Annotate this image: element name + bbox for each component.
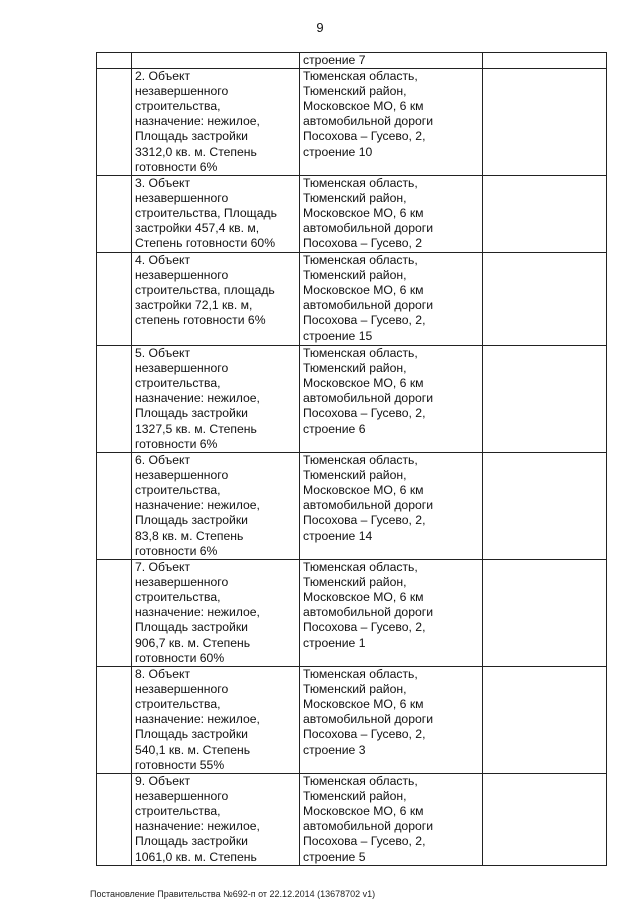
table-row (97, 774, 607, 866)
table-row (97, 53, 607, 69)
notes-cell (483, 346, 607, 453)
object-cell: 6. Объект незавершенного строительства, назначение: нежилое, Площадь застройки 83,8 кв. м. Степень готовности 6% (132, 453, 300, 560)
row-number-cell (97, 346, 132, 453)
address-cell: Тюменская область, Тюменский район, Московское МО, 6 км автомобильной дороги Посохова – Гусево, 2, строение 3 (300, 667, 483, 774)
object-cell (132, 53, 300, 69)
notes-cell (483, 774, 607, 866)
row-number-cell (97, 667, 132, 774)
notes-cell (483, 667, 607, 774)
table-row (97, 560, 607, 667)
object-cell: 2. Объект незавершенного строительства, назначение: нежилое, Площадь застройки 3312,0 кв. м. Степень готовности 6% (132, 69, 300, 176)
row-number-cell (97, 774, 132, 866)
page-number: 9 (316, 20, 324, 35)
table-row (97, 453, 607, 560)
notes-cell (483, 53, 607, 69)
address-cell: Тюменская область, Тюменский район, Московское МО, 6 км автомобильной дороги Посохова – Гусево, 2, строение 14 (300, 453, 483, 560)
address-cell: Тюменская область, Тюменский район, Московское МО, 6 км автомобильной дороги Посохова – Гусево, 2, строение 6 (300, 346, 483, 453)
row-number-cell (97, 53, 132, 69)
address-cell: строение 7 (300, 53, 483, 69)
table-row (97, 346, 607, 453)
address-cell: Тюменская область, Тюменский район, Московское МО, 6 км автомобильной дороги Посохова – Гусево, 2, строение 1 (300, 560, 483, 667)
row-number-cell (97, 176, 132, 253)
object-cell: 8. Объект незавершенного строительства, назначение: нежилое, Площадь застройки 540,1 кв. м. Степень готовности 55% (132, 667, 300, 774)
notes-cell (483, 560, 607, 667)
address-cell: Тюменская область, Тюменский район, Московское МО, 6 км автомобильной дороги Посохова – Гусево, 2, строение 5 (300, 774, 483, 866)
object-cell: 5. Объект незавершенного строительства, назначение: нежилое, Площадь застройки 1327,5 кв. м. Степень готовности 6% (132, 346, 300, 453)
row-number-cell (97, 560, 132, 667)
address-cell: Тюменская область, Тюменский район, Московское МО, 6 км автомобильной дороги Посохова – Гусево, 2, строение 15 (300, 253, 483, 346)
table-row (97, 69, 607, 176)
address-cell: Тюменская область, Тюменский район, Московское МО, 6 км автомобильной дороги Посохова – Гусево, 2, строение 10 (300, 69, 483, 176)
table-row (97, 667, 607, 774)
table-row (97, 176, 607, 253)
notes-cell (483, 453, 607, 560)
notes-cell (483, 176, 607, 253)
document-footer: Постановление Правительства №692-п от 22.12.2014 (13678702 v1) (90, 889, 376, 899)
row-number-cell (97, 453, 132, 560)
row-number-cell (97, 253, 132, 346)
object-cell: 7. Объект незавершенного строительства, назначение: нежилое, Площадь застройки 906,7 кв. м. Степень готовности 60% (132, 560, 300, 667)
notes-cell (483, 253, 607, 346)
object-cell: 3. Объект незавершенного строительства, Площадь застройки 457,4 кв. м, Степень готовности 60% (132, 176, 300, 253)
object-cell: 9. Объект незавершенного строительства, назначение: нежилое, Площадь застройки 1061,0 кв. м. Степень (132, 774, 300, 866)
address-cell: Тюменская область, Тюменский район, Московское МО, 6 км автомобильной дороги Посохова – Гусево, 2 (300, 176, 483, 253)
notes-cell (483, 69, 607, 176)
property-table (96, 52, 607, 866)
table-row (97, 253, 607, 346)
row-number-cell (97, 69, 132, 176)
object-cell: 4. Объект незавершенного строительства, площадь застройки 72,1 кв. м, степень готовности 6% (132, 253, 300, 346)
